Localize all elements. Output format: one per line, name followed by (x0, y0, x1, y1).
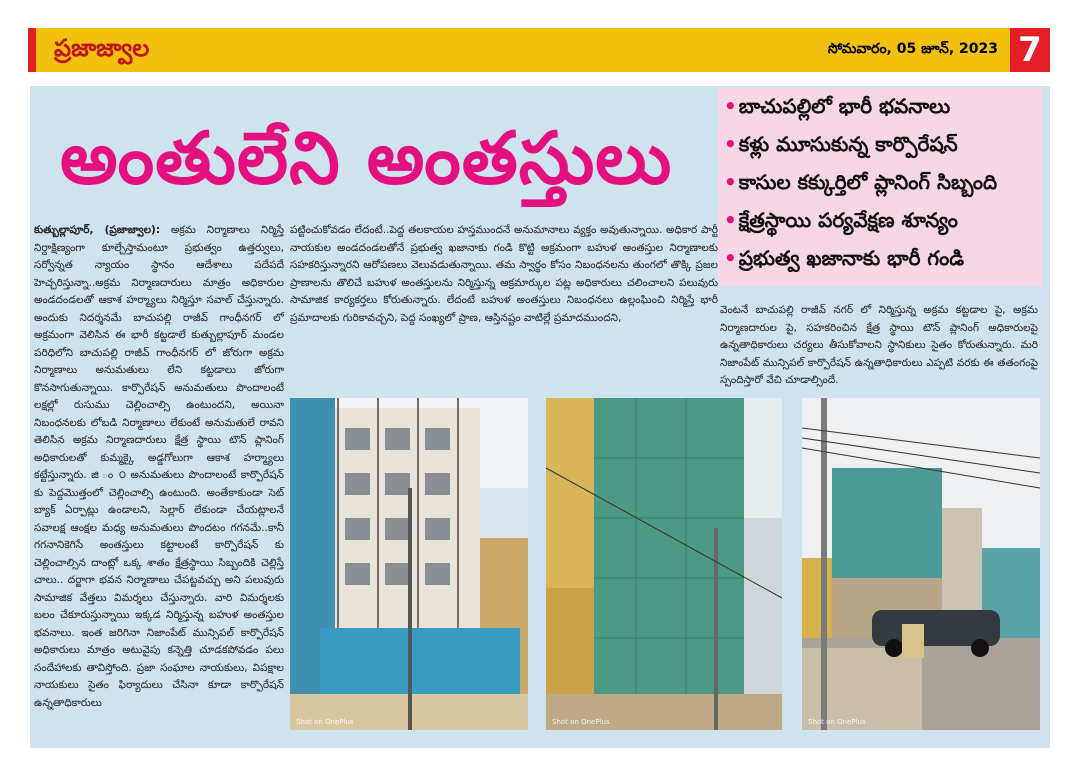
highlight-item: • కాసుల కక్కుర్తిలో ప్లానింగ్ సిబ్బంది (724, 170, 998, 194)
highlights-box (718, 88, 1042, 286)
highlight-item: • క్షేత్రస్థాయి పర్యవేక్షణ శూన్యం (724, 208, 958, 232)
issue-date: సోమవారం, 05 జూన్, 2023 (827, 41, 998, 57)
bullet-icon: • (724, 246, 737, 270)
highlight-item: • బాచుపల్లిలో భారీ భవనాలు (724, 94, 951, 118)
highlight-item: • కళ్లు మూసుకున్న కార్పొరేషన్ (724, 132, 958, 156)
article-column-1 (34, 222, 284, 712)
bullet-icon: • (724, 170, 737, 194)
article-column-2 (290, 222, 718, 327)
story-panel (30, 86, 1050, 748)
column-2-text: పట్టించుకోవడం లేదంటే..పెద్ద తలకాయల హస్తముందనే అనుమానాలు వ్యక్తం అవుతున్నాయి. అధికార పార్టీ నాయకుల అండదండలతోనే ప్రభుత్వ ఖజానాకు గండి కొట్టి అక్రమంగా బహుళ అంతస్తుల నిర్మాణాలకు సహకరిస్తున్నారని ఆరోపణలు వెలువడుతున్నాయి. తమ స్వార్థం కోసం నిబంధనలను తుంగలో తొక్కి ప్రజల ప్రాణాలను తొలిచే బహుళ అంతస్తులను నిర్మిస్తున్న అక్రమార్కుల పట్ల అధికారులు చలించాలని పలువురు సామాజిక కార్యకర్తలు కోరుతున్నారు. లేదంటే బహుళ అంతస్తులు నిబంధనలు ఉల్లంఘించి నిర్మిస్తే భారీ ప్రమాదాలకు గురికావచ్చని, పెద్ద సంఖ్యలో ప్రాణ, ఆస్తినష్టం వాటిల్లే ప్రమాదముందని, (290, 224, 718, 324)
column-3-text: వెంటనే బాచుపల్లి రాజీవ్ నగర్ లో నిర్మిస్తున్న అక్రమ కట్టడాల పై, అక్రమ నిర్మాణదారుల పై, సహకరించిన క్షేత్ర స్థాయి టౌన్ ప్లానింగ్ అధికారులపై ఉన్నతాధికారులు చర్యలు తీసుకోవాలని స్థానికులు సైతం కోరుతున్నారు. మరి నిజాంపేట్ మున్సిపల్ కార్పొరేషన్ ఉన్నతాధికారులు ఎప్పటి వరకు ఈ తతంగంపై స్పందిస్తారో వేచి చూడాల్సిందే. (720, 304, 1038, 386)
story-dateline: కుత్బుల్లాపూర్, (ప్రజాజ్వాల): (34, 224, 161, 236)
headline: అంతులేని అంతస్తులు (60, 116, 673, 200)
article-column-3 (720, 302, 1038, 390)
bullet-icon: • (724, 94, 737, 118)
photo-street-view (802, 398, 1040, 730)
masthead: ప్రజాజ్వాల (54, 34, 150, 62)
photo-credit: Shot on OnePlus (296, 718, 354, 726)
column-1-text: అక్రమ నిర్మాణాలు నిర్మిస్తే నిర్దాక్షిణ్యంగా కూల్చేస్తామంటూ ప్రభుత్వం ఉత్తర్వులు, సర్వోన్నత న్యాయం స్థానం ఆదేశాలు పదేపదే హెచ్చరిస్తున్నా..అక్రమ నిర్మాణదారులు మాత్రం అధికారుల అండదండలతో ఆకాశ హర్మ్యాలు నిర్మిస్తూ సవాల్ చేస్తున్నారు. అందుకు నిదర్శనమే బాచుపల్లి రాజీవ్ గాంధీనగర్ లో అక్రమంగా వెలిసిన ఈ భారీ కట్టడాలే కుత్బుల్లాపూర్ మండల పరిధిలోని బాచుపల్లి రాజీవ్ గాంధీనగర్ లో జోరుగా అక్రమ నిర్మాణాలు అనుమతులు లేని కట్టడాలు జోరుగా కొనసాగుతున్నాయి. కార్పొరేషన్ అనుమతులు పొందాలంటే లక్షల్లో రుసుము చెల్లించాల్సి ఉంటుందని, అయినా నిబంధనలకు లోబడి నిర్మాణాలు లేకుంటే అనుమతులే రావని తెలిసిన అక్రమ నిర్మాణదారులు క్షేత్ర స్థాయి టౌన్ ప్లానింగ్ అధికారులతో కుమ్మక్కై అడ్డగోలుగా ఆకాశ హర్మ్యాలు కట్టేస్తున్నారు. జి ం ౦ అనుమతులు పొందాలంటే కార్పొరేషన్ కు పెద్దమొత్తంలో చెల్లించాల్సి ఉంటుంది. అంతేకాకుండా సెట్ బ్యాక్ ఏర్పాట్లు ఉండాలని, సెల్లార్ లేకుండా చేయట్లాలనే సవాలక్ష ఆంక్షల మధ్య అనుమతులు పొందటం గగనమే..కానీ గగనానికెగిసే అంతస్తులు కట్టాలంటే కార్పొరేషన్ కు చెల్లించాల్సిన దాంట్లో ఒక్క శాతం క్షేత్రస్థాయి సిబ్బందికి చెల్లిస్తే చాలు.. దర్జాగా భవన నిర్మాణాలు చేపట్టవచ్చు అని పలువురు సామాజిక వేత్తలు విమర్శలు చేస్తున్నారు. వారి విమర్శలకు బలం చేకూరుస్తున్నాయి ఇక్కడ నిర్మిస్తున్న బహుళ అంతస్తుల భవనాలు. ఇంత జరిగినా నిజాంపేట్ మున్సిపల్ కార్పొరేషన్ అధికారులు మాత్రం అటువైపు కన్నెత్తి చూడకపోవడం పలు సందేహాలకు తావిస్తోంది. ప్రజా సంఘాల నాయకులు, విపక్షాల నాయకులు సైతం ఫిర్యాదులు చేసినా కూడా కార్పొరేషన్ ఉన్నతాధికారులు (34, 224, 285, 709)
photo-credit: Shot on OnePlus (552, 718, 610, 726)
page-header (28, 28, 1050, 72)
bullet-icon: • (724, 208, 737, 232)
header-red-bar (28, 28, 36, 72)
photo-building-scaffolding (290, 398, 528, 730)
photo-credit: Shot on OnePlus (808, 718, 866, 726)
page-number: 7 (1010, 28, 1050, 72)
photo-green-net-building (546, 398, 782, 730)
bullet-icon: • (724, 132, 737, 156)
highlight-item: • ప్రభుత్వ ఖజానాకు భారీ గండి (724, 246, 965, 270)
